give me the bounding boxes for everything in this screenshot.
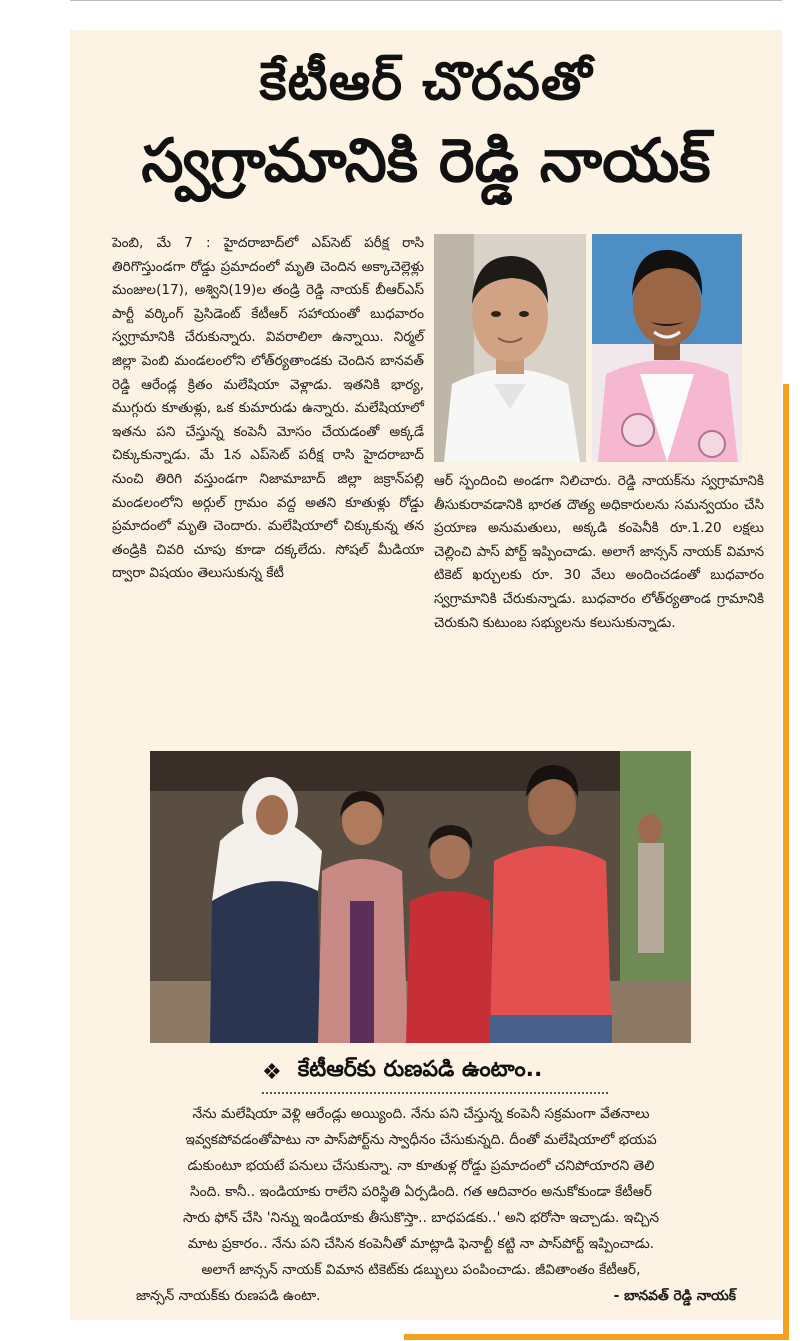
quote-line: నేను మలేషియా వెళ్లి ఆరేండ్లు అయ్యింది. నేను పని చేస్తున్న కంపెనీ సక్రమంగా వేతనాలు (192, 1106, 650, 1122)
family-photo-illustration (150, 751, 691, 1043)
sub-heading-text: కేటీఆర్‌కు రుణపడి ఉంటాం.. (297, 1057, 543, 1082)
diamond-bullet-icon: ❖ (262, 1059, 282, 1085)
article-paragraph: పెంబి, మే 7 : హైదరాబాద్‌లో ఎప్‌సెట్ పరీక్ష రాసి తిరిగొస్తుండగా రోడ్డు ప్రమాదంలో మృతి చెందిన అక్కాచెల్లెళ్లు మంజుల(17), అశ్విని(19)ల తండ్రి రెడ్డి నాయక్ బీఆర్‌ఎస్ పార్టీ వర్కింగ్ ప్రెసిడెంట్ కేటీఆర్ సహాయంతో బుధవారం స్వగ్రామానికి చేరుకున్నారు. వివరాలిలా ఉన్నాయి. నిర్మల్ జిల్లా పెంబి మండలంలోని లోత్‌ర్యతాండకు చెందిన బానవత్ రెడ్డి ఆరేండ్ల క్రితం మలేషియా వెళ్లాడు. ఇతనికి భార్య, ముగ్గురు కూతుళ్లు, ఒక కుమారుడు ఉన్నారు. మలేషియాలో ఇతను పని చేస్తున్న కంపెనీ మోసం చేయడంతో అక్కడే చిక్కుకున్నాడు. మే 1న ఎప్‌సెట్ పరీక్ష రాసి హైదరాబాద్ నుంచి తిరిగి వస్తుండగా నిజామాబాద్ జిల్లా జక్రాన్‌పల్లి మండలంలోని అర్గుల్ గ్రామం వద్ద అతని కూతుళ్లు రోడ్డు ప్రమాదంలో మృతి చెందారు. మలేషియాలో చిక్కుకున్న తన తండ్రికి చివరి చూపు కూడా దక్కలేదు. సోషల్ మీడియా ద్వారా విషయం తెలుసుకున్న కేటీ (112, 235, 424, 582)
reddy-nayak-photo (592, 234, 742, 462)
quote-line: ఇవ్వకపోవడంతోపాటు నా పాస్‌పోర్ట్‌ను స్వాధీనం చేసుకున్నది. దీంతో మలేషియాలో భయప (185, 1132, 657, 1148)
quote-line: మాట ప్రకారం.. నేను పని చేసిన కంపెనీతో మాట్లాడి ఫెనాల్టీ కట్టి నా పాస్‌పోర్ట్ ఇప్పించాడు. (187, 1236, 655, 1252)
orange-border-vertical (783, 384, 789, 1340)
ktr-portrait-illustration (434, 234, 586, 462)
quote-line: సింది. కానీ.. ఇండియాకు రాలేని పరిస్థితి ఏర్పడింది. గత ఆదివారం అనుకోకుండా కేటీఆర్ (190, 1184, 652, 1200)
quote-block (104, 1101, 738, 1283)
orange-border-horizontal (404, 1334, 789, 1340)
article-left-column (112, 232, 424, 586)
family-photo (150, 751, 691, 1043)
quote-line: డుకుంటూ భయటే పనులు చేసుకున్నా. నా కూతుళ్ల రోడ్డు ప్రమాదంలో చనిపోయారని తెలి (187, 1158, 655, 1174)
sub-heading-underline (262, 1092, 608, 1094)
quote-last-line: జాన్సన్ నాయక్‌కు రుణపడి ఉంటా. (136, 1288, 321, 1304)
byline: - బానవత్ రెడ్డి నాయక్ (613, 1288, 736, 1304)
top-rule (70, 0, 782, 5)
sub-heading (262, 1054, 682, 1090)
article-paragraph: ఆర్ స్పందించి అండగా నిలిచారు. రెడ్డి నాయక్‌ను స్వగ్రామానికి తీసుకురావడానికి భారత దౌత్య అధికారులను సమన్వయం చేసి ప్రయాణ అనుమతులు, అక్కడి కంపెనీకి రూ.1.20 లక్షలు చెల్లించి పాస్ పోర్ట్ ఇప్పించాడు. అలాగే జాన్సన్ నాయక్ విమాన టికెట్ ఖర్చులకు రూ. 30 వేలు అందించడంతో బుధవారం స్వగ్రామానికి చేరుకున్నాడు. బుధవారం లోత్‌ర్యతాండ గ్రామానికి చెరుకుని కుటుంబ సభ్యులను కలుసుకున్నాడు. (434, 473, 764, 631)
ktr-photo (434, 234, 586, 462)
signature-line (136, 1283, 736, 1309)
quote-line: అలాగే జాన్సన్ నాయక్ విమాన టికెట్‌కు డబ్బులు పంపించాడు. జీవితాంతం కేటీఆర్, (201, 1262, 641, 1278)
quote-line: సారు ఫోన్ చేసి 'నిన్ను ఇండియాకు తీసుకొస్తా.. బాధపడకు..' అని భరోసా ఇచ్చాడు. ఇచ్చిన (182, 1210, 660, 1226)
reddy-nayak-portrait-illustration (592, 234, 742, 462)
headline-line-2: స్వగ్రామానికి రెడ్డి నాయక్ (141, 126, 711, 196)
article-right-column (434, 470, 764, 635)
headline-line-1: కేటీఆర్ చొరవతో (259, 52, 593, 112)
